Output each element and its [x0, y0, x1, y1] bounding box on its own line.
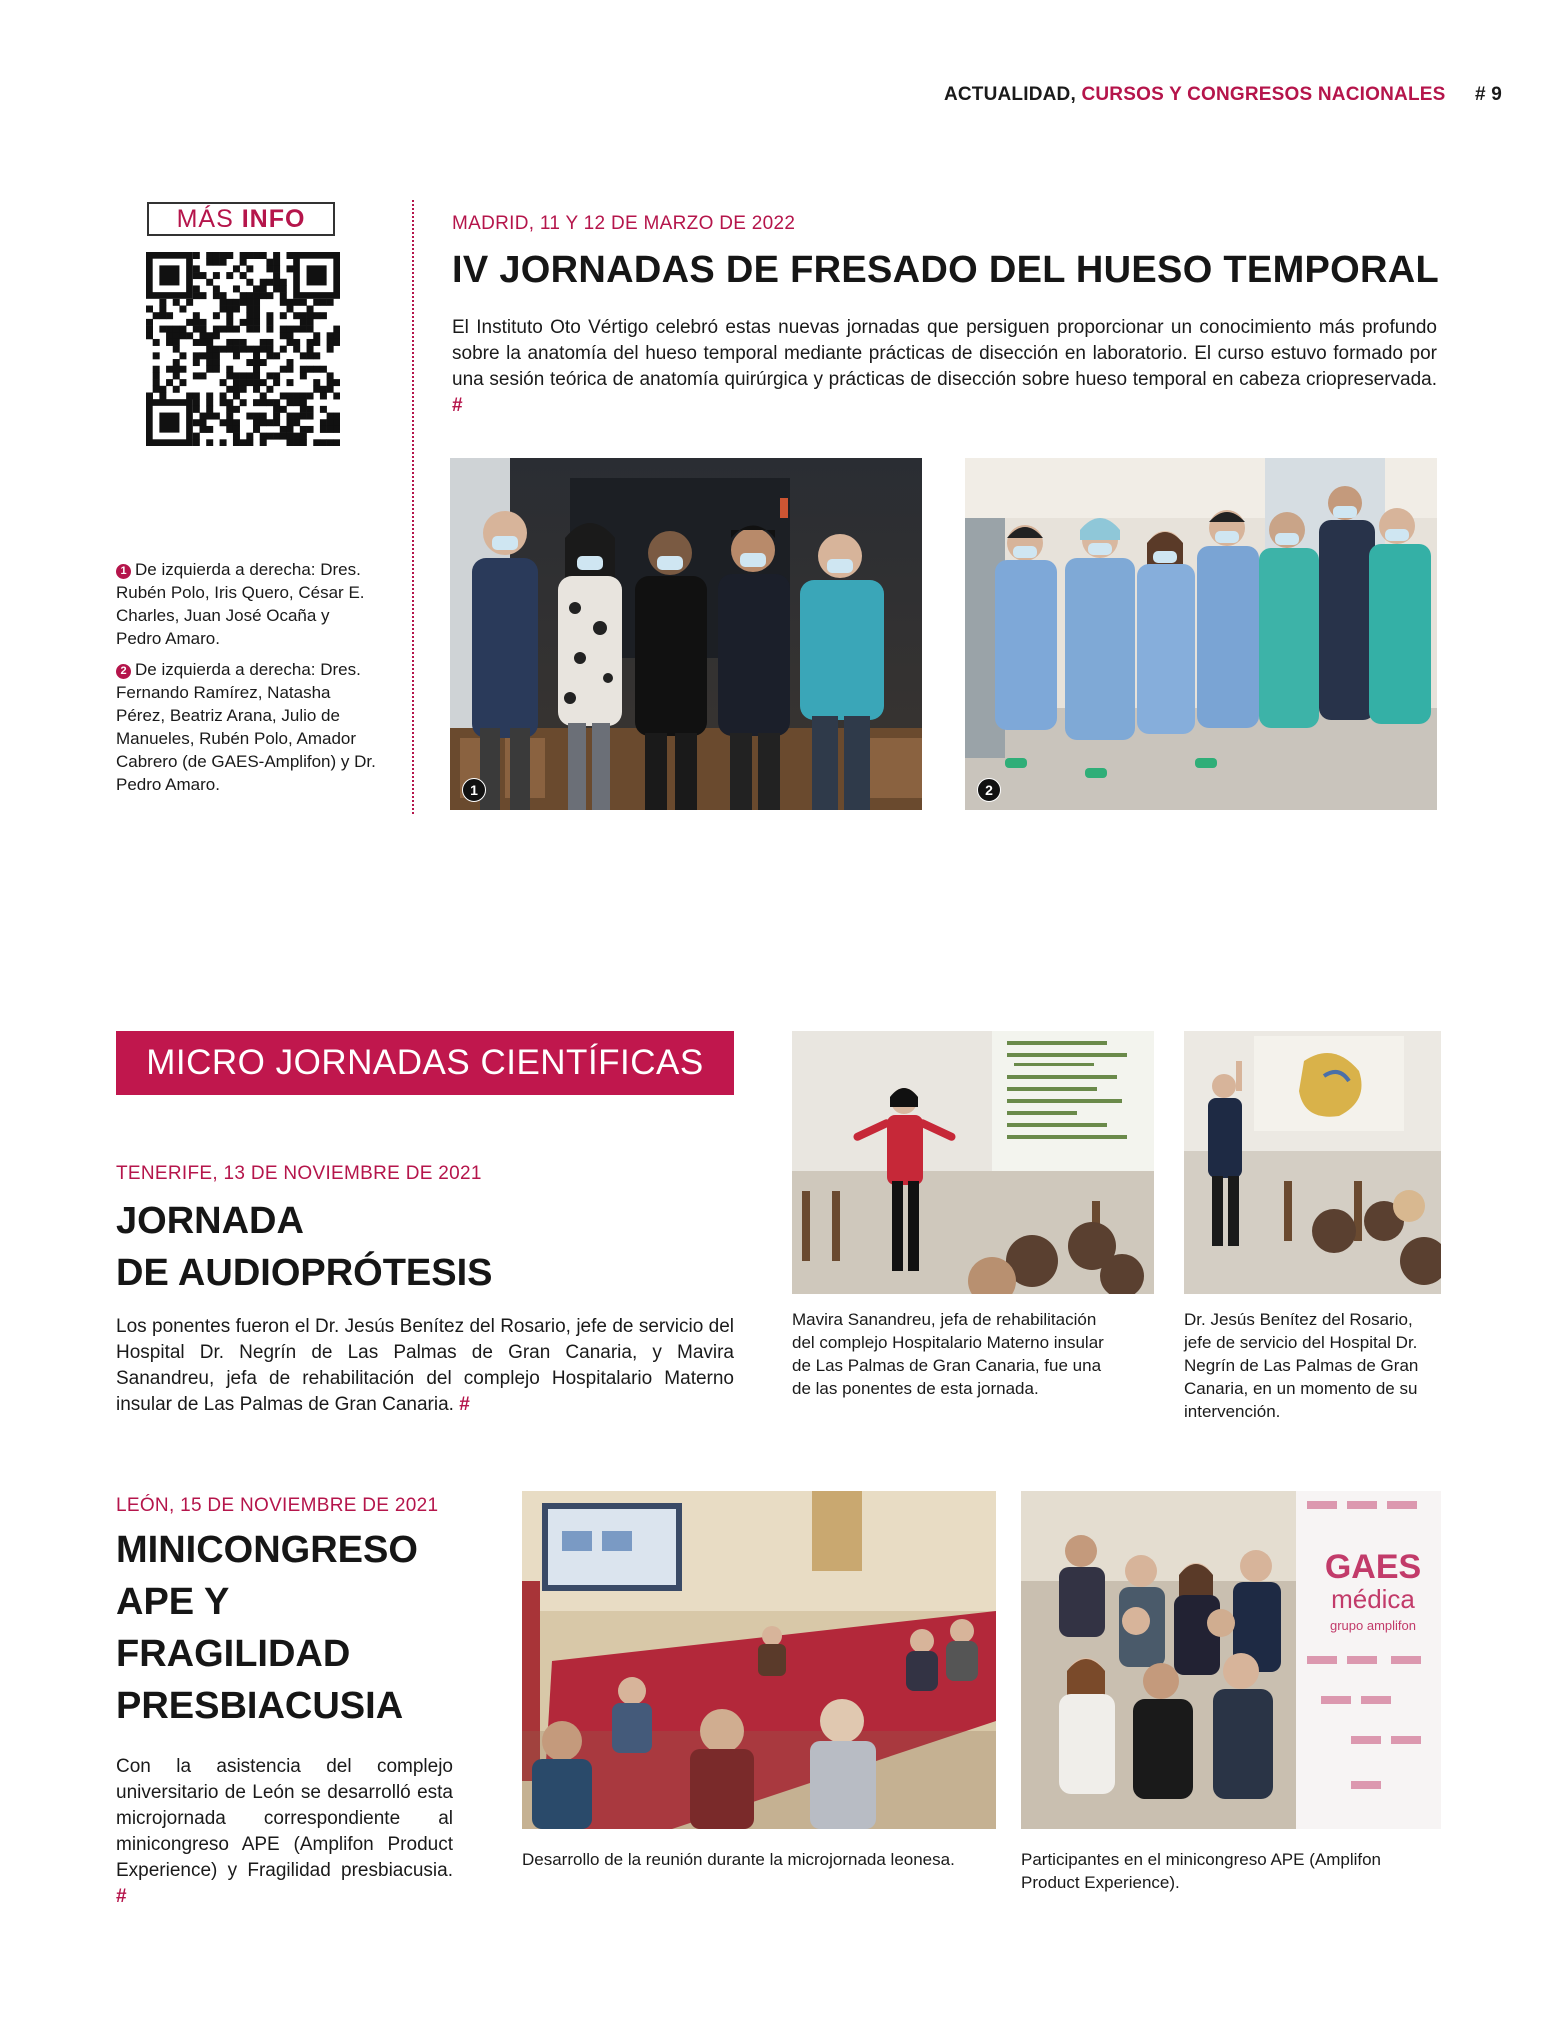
- article3-title-line1: MINICONGRESO: [116, 1529, 418, 1571]
- mas-info-label: [147, 202, 335, 236]
- article2-title-line2: DE AUDIOPRÓTESIS: [116, 1252, 493, 1294]
- article1-captions: [116, 558, 376, 804]
- article1-title: IV JORNADAS DE FRESADO DEL HUESO TEMPORAL: [452, 249, 1440, 291]
- photo-speaker-woman: [792, 1031, 1154, 1294]
- article3-title-line3: FRAGILIDAD: [116, 1633, 351, 1675]
- article1-body-text: El Instituto Oto Vértigo celebró estas nuevas jornadas que persiguen proporcionar un conocimiento más profundo sobre la anatomía del hueso temporal mediante prácticas de disección en laboratorio. El curso estuvo formado por una sesión teórica de anatomía quirúrgica y prácticas de disección sobre hueso temporal en cabeza criopreservada.: [452, 317, 1437, 390]
- caption-num-2: 2: [116, 664, 131, 679]
- caption-speaker-woman: Mavira Sanandreu, jefa de rehabilitación del complejo Hospitalario Materno insular de Las Palmas de Gran Canaria, fue una de las ponentes de esta jornada.: [792, 1310, 1104, 1398]
- photo-meeting-room: [522, 1491, 996, 1829]
- caption-meeting-room: Desarrollo de la reunión durante la microjornada leonesa.: [522, 1850, 955, 1869]
- gaes-banner: [1311, 1549, 1435, 1635]
- article2-body-text: Los ponentes fueron el Dr. Jesús Benítez del Rosario, jefe de servicio del Hospital Dr. Negrín de Las Palmas de Gran Canaria, y Mavira Sanandreu, jefa de rehabilitación del complejo Hospitalario Materno insular de Las Palmas de Gran Canaria.: [116, 1316, 734, 1415]
- caption-item-1: [116, 558, 376, 650]
- article1-body: [452, 315, 1437, 419]
- caption-num-1: 1: [116, 564, 131, 579]
- article2-hash: #: [459, 1394, 470, 1415]
- photo-participants: [1021, 1491, 1441, 1829]
- photo-group-theater: [450, 458, 922, 810]
- mas-info-light: MÁS: [176, 205, 234, 233]
- article2-title: [116, 1195, 493, 1299]
- caption-participants: Participantes en el minicongreso APE (Amplifon Product Experience).: [1021, 1850, 1382, 1892]
- caption-text-2: De izquierda a derecha: Dres. Fernando Ramírez, Natasha Pérez, Beatriz Arana, Julio de Manueles, Rubén Polo, Amador Cabrero (de GAES-Amplifon) y Dr. Pedro Amaro.: [116, 660, 376, 794]
- section-prefix: ACTUALIDAD,: [943, 84, 1076, 105]
- article3-title: [116, 1524, 418, 1732]
- article3-date: LEÓN, 15 DE NOVIEMBRE DE 2021: [116, 1495, 439, 1516]
- micro-jornadas-banner: MICRO JORNADAS CIENTÍFICAS: [116, 1031, 734, 1095]
- photo-badge-1: 1: [462, 778, 486, 802]
- gaes-sub: médica: [1331, 1584, 1415, 1614]
- caption-speaker-man: Dr. Jesús Benítez del Rosario, jefe de servicio del Hospital Dr. Negrín de Las Palmas de Gran Canaria, en un momento de su intervención.: [1184, 1310, 1419, 1421]
- article1-hash: #: [452, 395, 463, 416]
- article3-hash: #: [116, 1886, 127, 1907]
- gaes-brand: GAES: [1324, 1548, 1422, 1586]
- article3-title-line4: PRESBIACUSIA: [116, 1685, 404, 1727]
- article2-date: TENERIFE, 13 DE NOVIEMBRE DE 2021: [116, 1163, 482, 1184]
- section-title: CURSOS Y CONGRESOS NACIONALES: [1081, 84, 1446, 105]
- photo-speaker-man: [1184, 1031, 1441, 1294]
- mas-info-bold: INFO: [241, 205, 306, 233]
- caption-item-2: [116, 658, 376, 796]
- article1-date: MADRID, 11 Y 12 DE MARZO DE 2022: [452, 213, 796, 234]
- caption-text-1: De izquierda a derecha: Dres. Rubén Polo, Iris Quero, César E. Charles, Juan José Ocaña y Pedro Amaro.: [116, 560, 365, 648]
- gaes-group: grupo amplifon: [1330, 1618, 1416, 1633]
- page-number: # 9: [1474, 84, 1502, 105]
- article3-body: [116, 1754, 453, 1910]
- photo-group-gowns: [965, 458, 1437, 810]
- article3-body-text: Con la asistencia del complejo universitario de León se desarrolló esta microjornada correspondiente al minicongreso APE (Amplifon Product Experience) y Fragilidad presbiacusia.: [116, 1756, 453, 1881]
- photo-badge-2: 2: [977, 778, 1001, 802]
- article2-body: [116, 1314, 734, 1418]
- qr-code-icon[interactable]: [146, 252, 340, 446]
- article3-title-line2: APE Y: [116, 1581, 230, 1623]
- vertical-divider: [412, 200, 414, 814]
- article2-title-line1: JORNADA: [116, 1200, 304, 1242]
- page-header: [944, 84, 1502, 106]
